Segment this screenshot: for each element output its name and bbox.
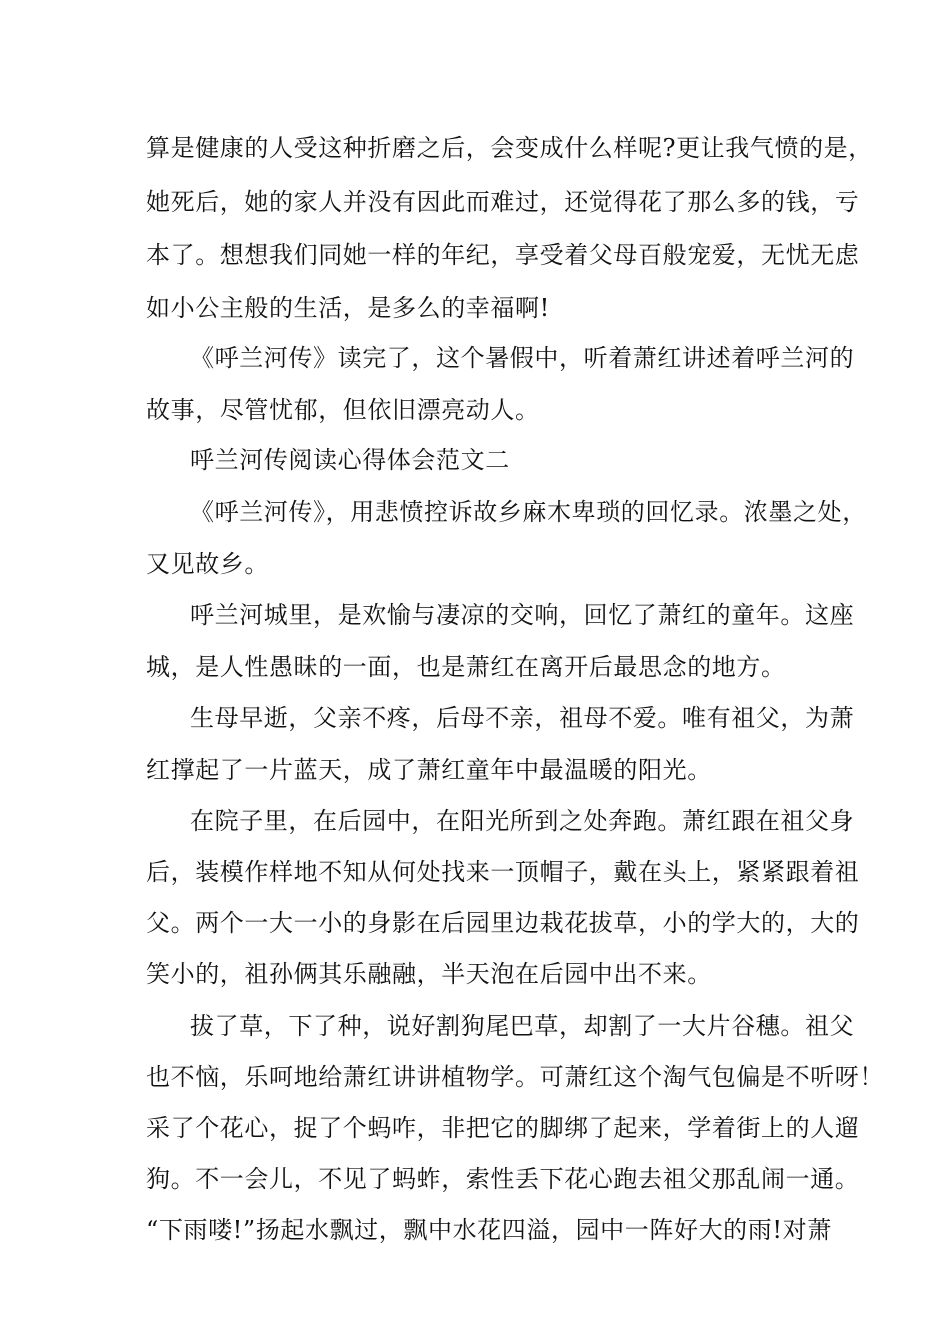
- text-line: 算是健康的人受这种折磨之后，会变成什么样呢?更让我气愤的是，: [146, 134, 873, 162]
- text-line: 她死后，她的家人并没有因此而难过，还觉得花了那么多的钱，亏: [146, 188, 860, 216]
- text-line: “下雨喽!”扬起水飘过，飘中水花四溢，园中一阵好大的雨!对萧: [146, 1216, 832, 1244]
- text-line: 生母早逝，父亲不疼，后母不亲，祖母不爱。唯有祖父，为萧: [190, 704, 855, 732]
- text-line: 采了个花心，捉了个蚂咋，非把它的脚绑了起来，学着街上的人遛: [146, 1114, 860, 1142]
- text-line: 在院子里，在后园中，在阳光所到之处奔跑。萧红跟在祖父身: [190, 807, 855, 835]
- text-line: 《呼兰河传》，用悲愤控诉故乡麻木卑琐的回忆录。浓墨之处，: [190, 498, 867, 526]
- text-line: 拔了草，下了种，说好割狗尾巴草，却割了一大片谷穗。祖父: [190, 1012, 855, 1040]
- text-line: 红撑起了一片蓝天，成了萧红童年中最温暖的阳光。: [146, 756, 712, 784]
- text-line: 后，装模作样地不知从何处找来一顶帽子，戴在头上，紧紧跟着祖: [146, 858, 860, 886]
- text-line: 狗。不一会儿，不见了蚂蚱，索性丢下花心跑去祖父那乱闹一通。: [146, 1165, 860, 1193]
- text-line: 父。两个一大一小的身影在后园里边栽花拔草，小的学大的，大的: [146, 909, 860, 937]
- text-line: 呼兰河城里，是欢愉与凄凉的交响，回忆了萧红的童年。这座: [190, 601, 855, 629]
- text-line: 也不恼，乐呵地给萧红讲讲植物学。可萧红这个淘气包偏是不听呀！: [146, 1063, 884, 1091]
- text-line: 《呼兰河传》读完了，这个暑假中，听着萧红讲述着呼兰河的: [190, 344, 855, 372]
- text-line: 又见故乡。: [146, 550, 269, 578]
- text-line: 故事，尽管忧郁，但依旧漂亮动人。: [146, 396, 540, 424]
- text-line: 城，是人性愚昧的一面，也是萧红在离开后最思念的地方。: [146, 653, 786, 681]
- text-line: 笑小的，祖孙俩其乐融融，半天泡在后园中出不来。: [146, 960, 712, 988]
- text-line: 如小公主般的生活，是多么的幸福啊!: [146, 294, 550, 322]
- section-heading: 呼兰河传阅读心得体会范文二: [190, 446, 510, 474]
- text-line: 本了。想想我们同她一样的年纪，享受着父母百般宠爱，无忧无虑: [146, 241, 860, 269]
